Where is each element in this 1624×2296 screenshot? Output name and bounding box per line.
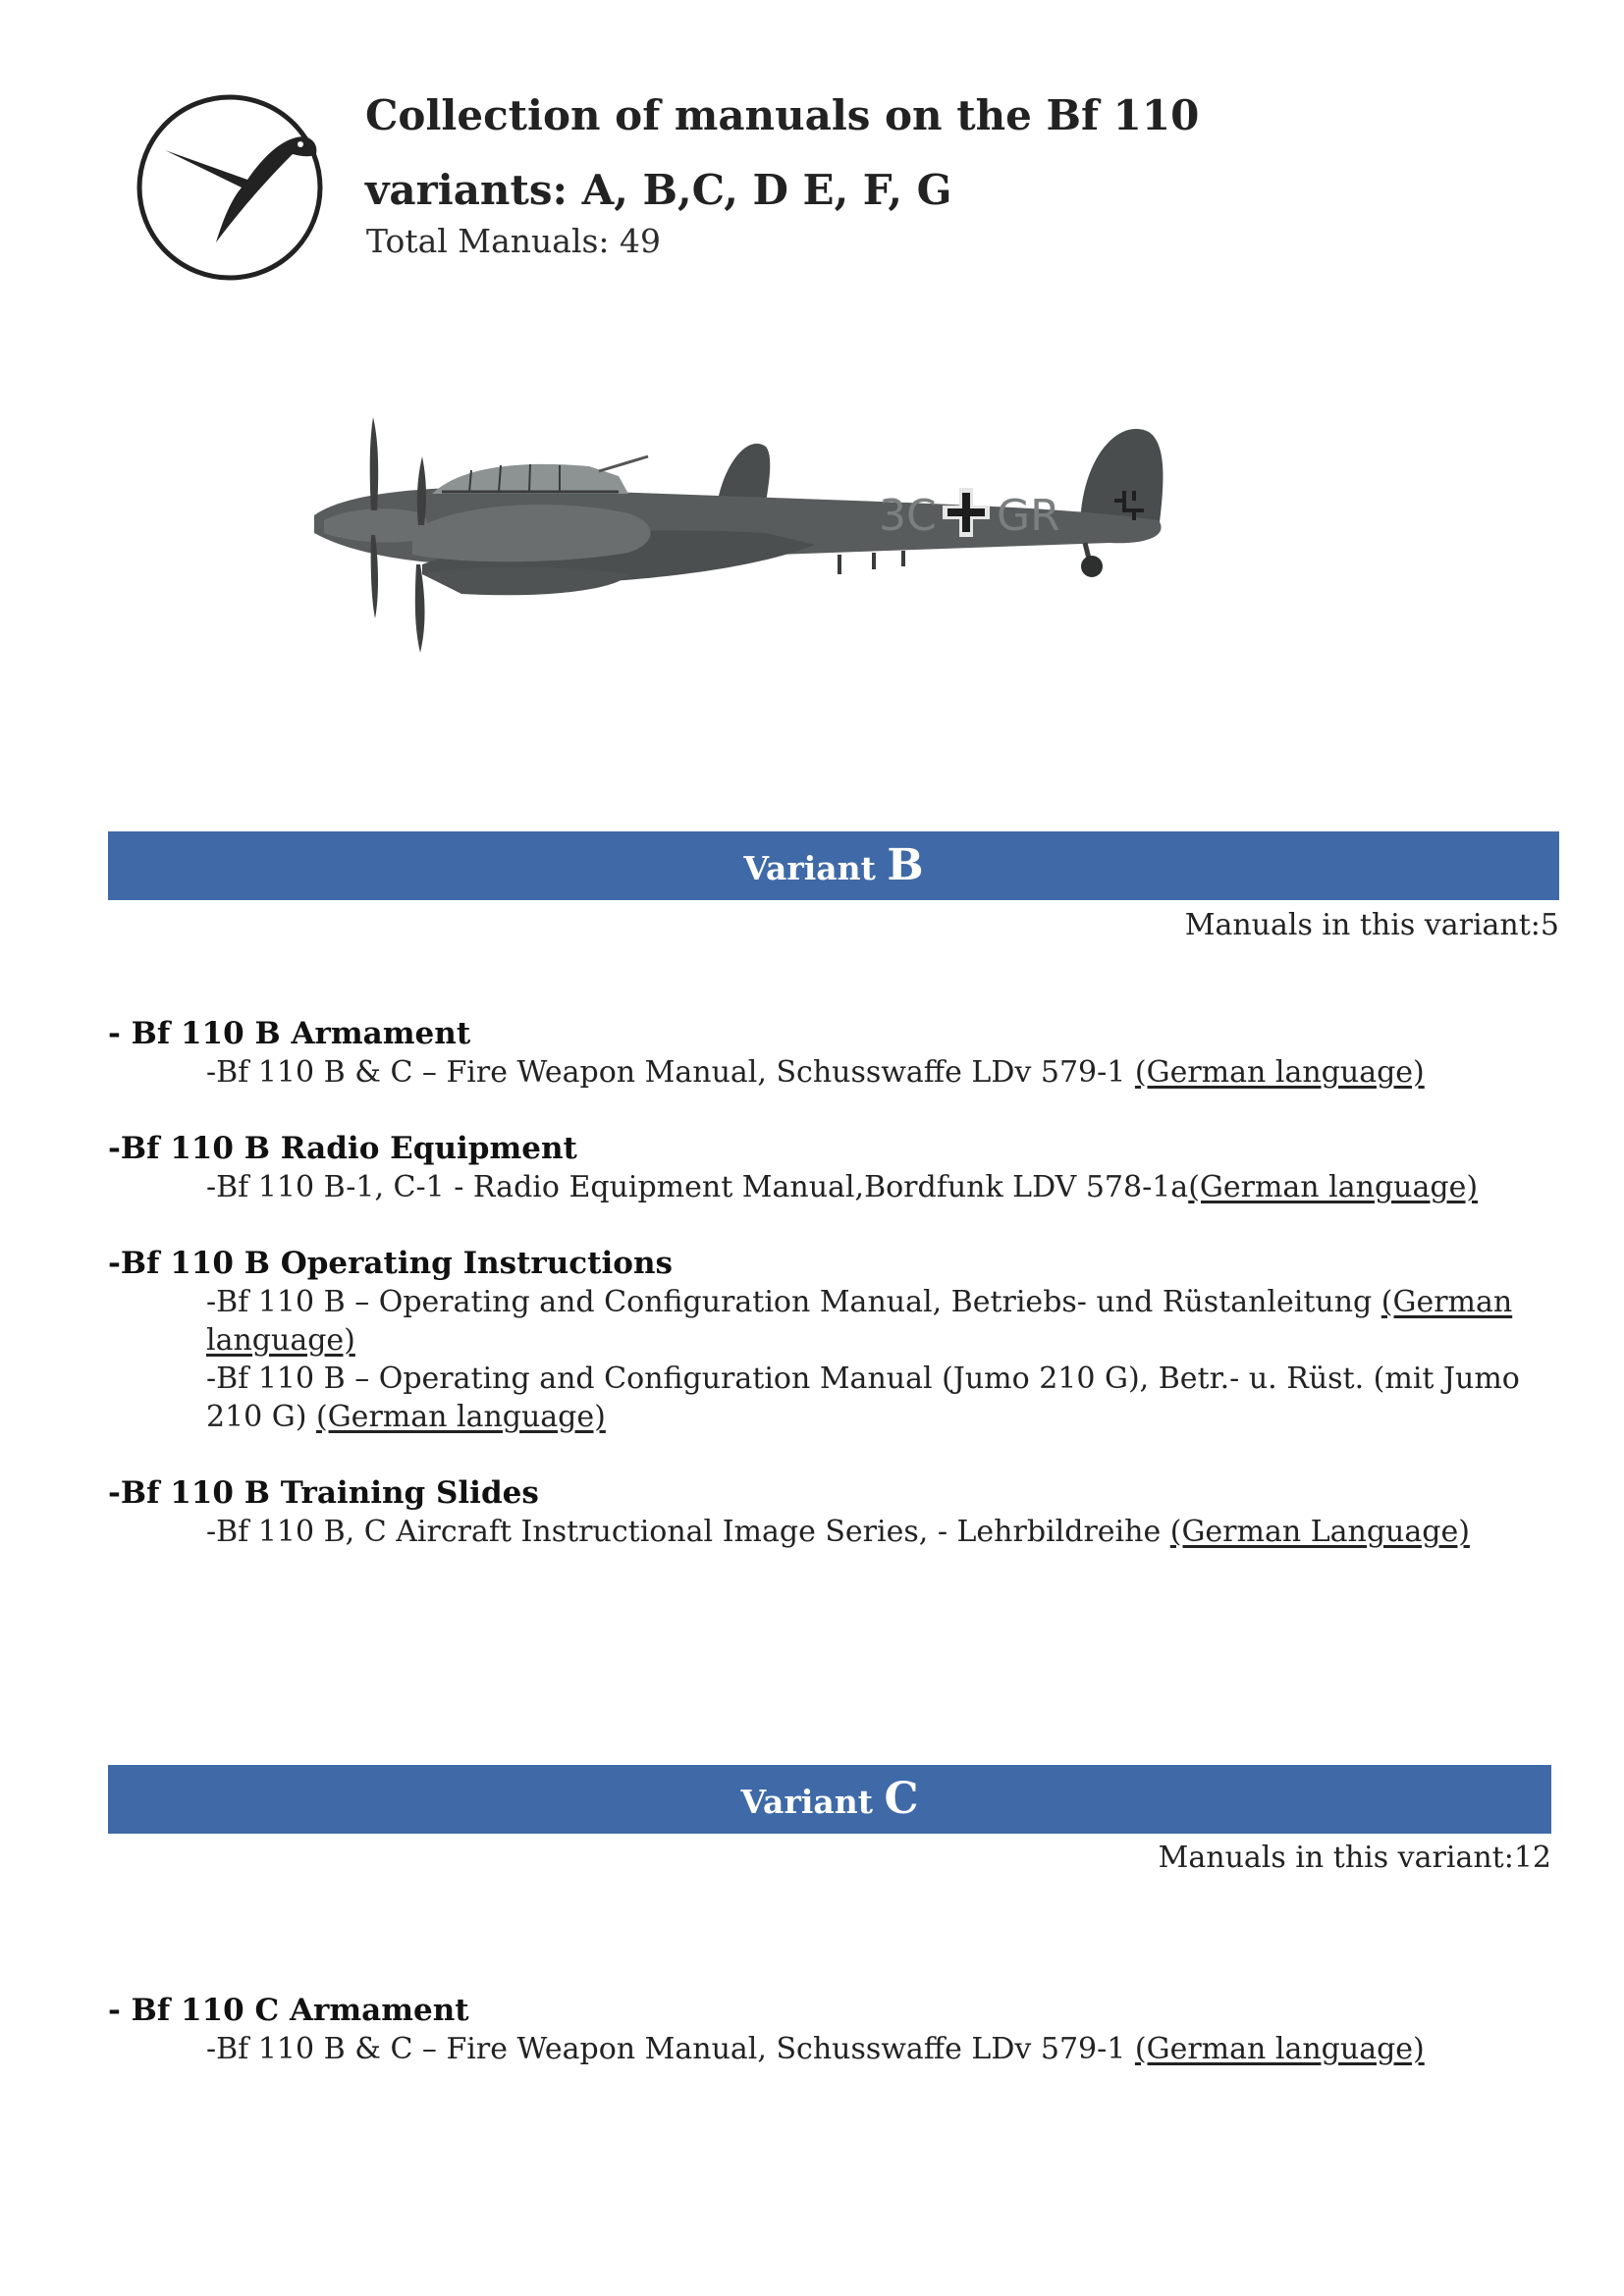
group-b-operating xyxy=(108,1245,1551,1436)
group-title: -Bf 110 B Training Slides xyxy=(108,1475,539,1511)
manual-entry xyxy=(108,1360,1542,1436)
group-b-training xyxy=(108,1474,1551,1551)
aircraft-code-right: GR xyxy=(997,491,1060,541)
language-link[interactable]: (German Language) xyxy=(1169,1515,1470,1549)
variant-c-count: Manuals in this variant:12 xyxy=(1158,1841,1551,1875)
variant-b-header xyxy=(108,831,1559,900)
group-title: -Bf 110 B Operating Instructions xyxy=(108,1246,673,1281)
variant-c-header xyxy=(108,1765,1551,1834)
manual-entry xyxy=(108,1283,1542,1360)
variant-label: Variant xyxy=(740,1783,885,1821)
language-link[interactable]: (German language) xyxy=(1134,2032,1425,2066)
manual-title: -Bf 110 B & C – Fire Weapon Manual, Schusswaffe LDv 579-1 xyxy=(206,1055,1135,1090)
manual-entry xyxy=(108,2030,1551,2068)
variant-letter: B xyxy=(887,840,924,890)
language-link[interactable]: (German language) xyxy=(1188,1170,1479,1204)
group-title: - Bf 110 B Armament xyxy=(108,1016,471,1051)
manual-entry xyxy=(108,1053,1551,1092)
group-title: -Bf 110 B Radio Equipment xyxy=(108,1131,577,1166)
manual-title: -Bf 110 B, C Aircraft Instructional Image Series, - Lehrbildreihe xyxy=(206,1515,1170,1549)
group-b-armament xyxy=(108,1015,1551,1092)
manual-entry xyxy=(108,1168,1551,1206)
group-c-armament xyxy=(108,1992,1551,2068)
language-link[interactable]: (German language) xyxy=(206,1285,1513,1358)
manual-entry xyxy=(108,1513,1551,1551)
total-manuals: Total Manuals: 49 xyxy=(366,222,662,260)
language-link[interactable]: (German language) xyxy=(316,1400,606,1434)
variant-b-count: Manuals in this variant:5 xyxy=(1184,908,1559,942)
manual-title: -Bf 110 B – Operating and Configuration Manual (Jumo 210 G), Betr.- u. Rüst. (mit Jumo 210 G) xyxy=(206,1362,1520,1434)
manual-title: -Bf 110 B-1, C-1 - Radio Equipment Manual,Bordfunk LDV 578-1a xyxy=(206,1170,1189,1204)
manual-title: -Bf 110 B – Operating and Configuration Manual, Betriebs- und Rüstanleitung xyxy=(206,1285,1381,1319)
aircraft-code-left: 3C xyxy=(879,491,937,541)
group-b-radio xyxy=(108,1130,1551,1206)
title-line-2: variants: A, B,C, D E, F, G xyxy=(365,166,952,214)
language-link[interactable]: (German language) xyxy=(1134,1055,1425,1090)
title-line-1: Collection of manuals on the Bf 110 xyxy=(365,91,1200,139)
manual-title: -Bf 110 B & C – Fire Weapon Manual, Schusswaffe LDv 579-1 xyxy=(206,2032,1135,2066)
group-title: - Bf 110 C Armament xyxy=(108,1993,469,2028)
page-title xyxy=(365,79,1445,228)
variant-letter: C xyxy=(884,1774,919,1824)
aircraft-photo xyxy=(304,417,1355,667)
variant-label: Variant xyxy=(743,849,888,887)
publisher-logo xyxy=(135,93,324,282)
